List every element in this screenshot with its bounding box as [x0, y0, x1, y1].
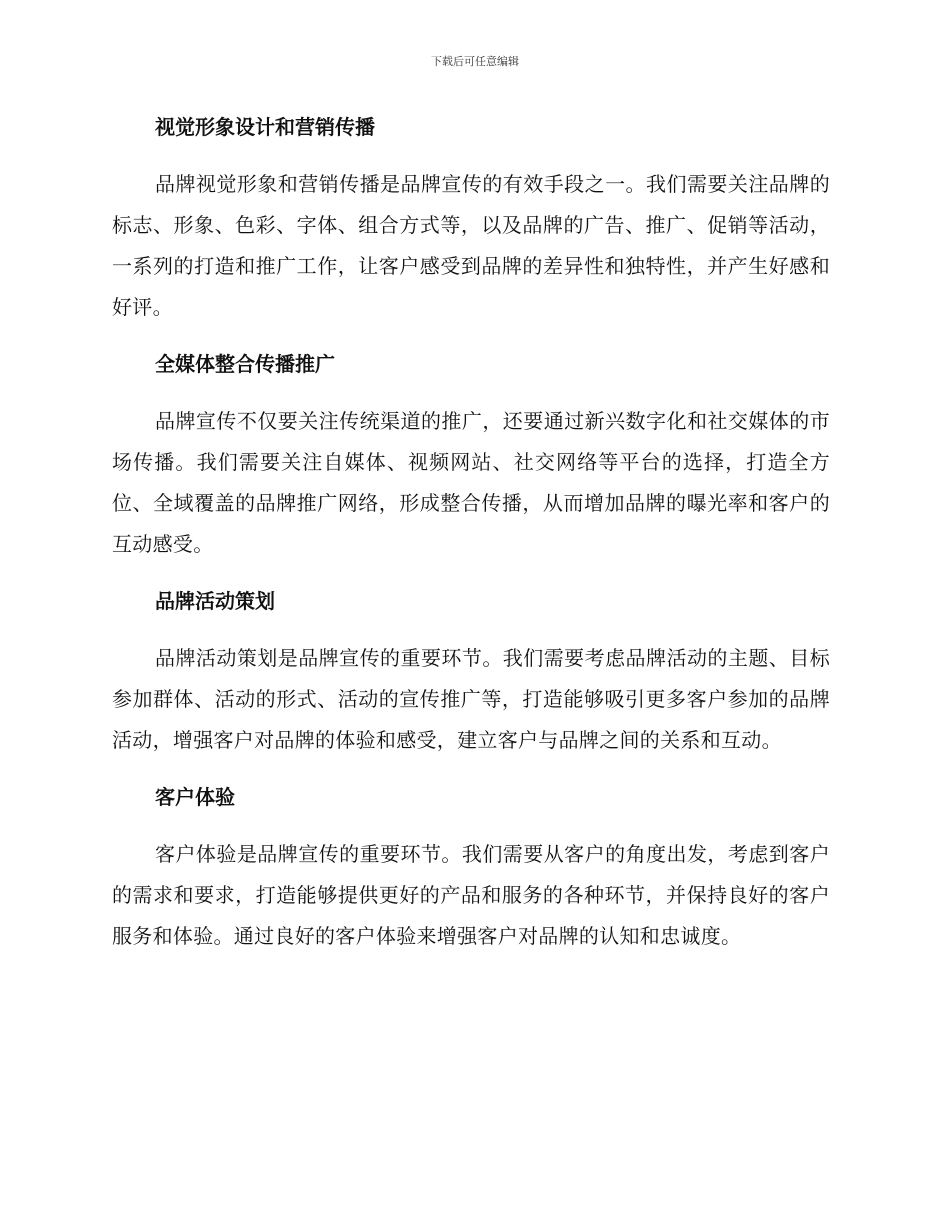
section-paragraph: 品牌视觉形象和营销传播是品牌宣传的有效手段之一。我们需要关注品牌的标志、形象、色彩、字体、组合方式等，以及品牌的广告、推广、促销等活动，一系列的打造和推广工作，让客户感受到品牌的差异性和独特性，并产生好感和好评。 [112, 172, 830, 319]
section-paragraph: 品牌活动策划是品牌宣传的重要环节。我们需要考虑品牌活动的主题、目标参加群体、活动的形式、活动的宣传推广等，打造能够吸引更多客户参加的品牌活动，增强客户对品牌的体验和感受，建立客户与品牌之间的关系和互动。 [112, 646, 830, 752]
page-header-note: 下载后可任意编辑 [431, 55, 519, 68]
section-heading: 客户体验 [155, 785, 235, 809]
section-visual-identity [112, 108, 830, 328]
section-paragraph: 品牌宣传不仅要关注传统渠道的推广，还要通过新兴数字化和社交媒体的市场传播。我们需要关注自媒体、视频网站、社交网络等平台的选择，打造全方位、全域覆盖的品牌推广网络，形成整合传播，从而增加品牌的曝光率和客户的互动感受。 [112, 409, 830, 556]
document-body [112, 108, 830, 974]
section-heading: 视觉形象设计和营销传播 [155, 115, 375, 139]
section-heading: 品牌活动策划 [155, 589, 275, 613]
section-paragraph: 客户体验是品牌宣传的重要环节。我们需要从客户的角度出发，考虑到客户的需求和要求，打造能够提供更好的产品和服务的各种环节，并保持良好的客户服务和体验。通过良好的客户体验来增强客户对品牌的认知和忠诚度。 [112, 842, 830, 948]
section-customer-experience [112, 778, 830, 957]
section-heading: 全媒体整合传播推广 [155, 352, 335, 376]
section-omnimedia-promotion [112, 345, 830, 565]
section-brand-events [112, 582, 830, 761]
